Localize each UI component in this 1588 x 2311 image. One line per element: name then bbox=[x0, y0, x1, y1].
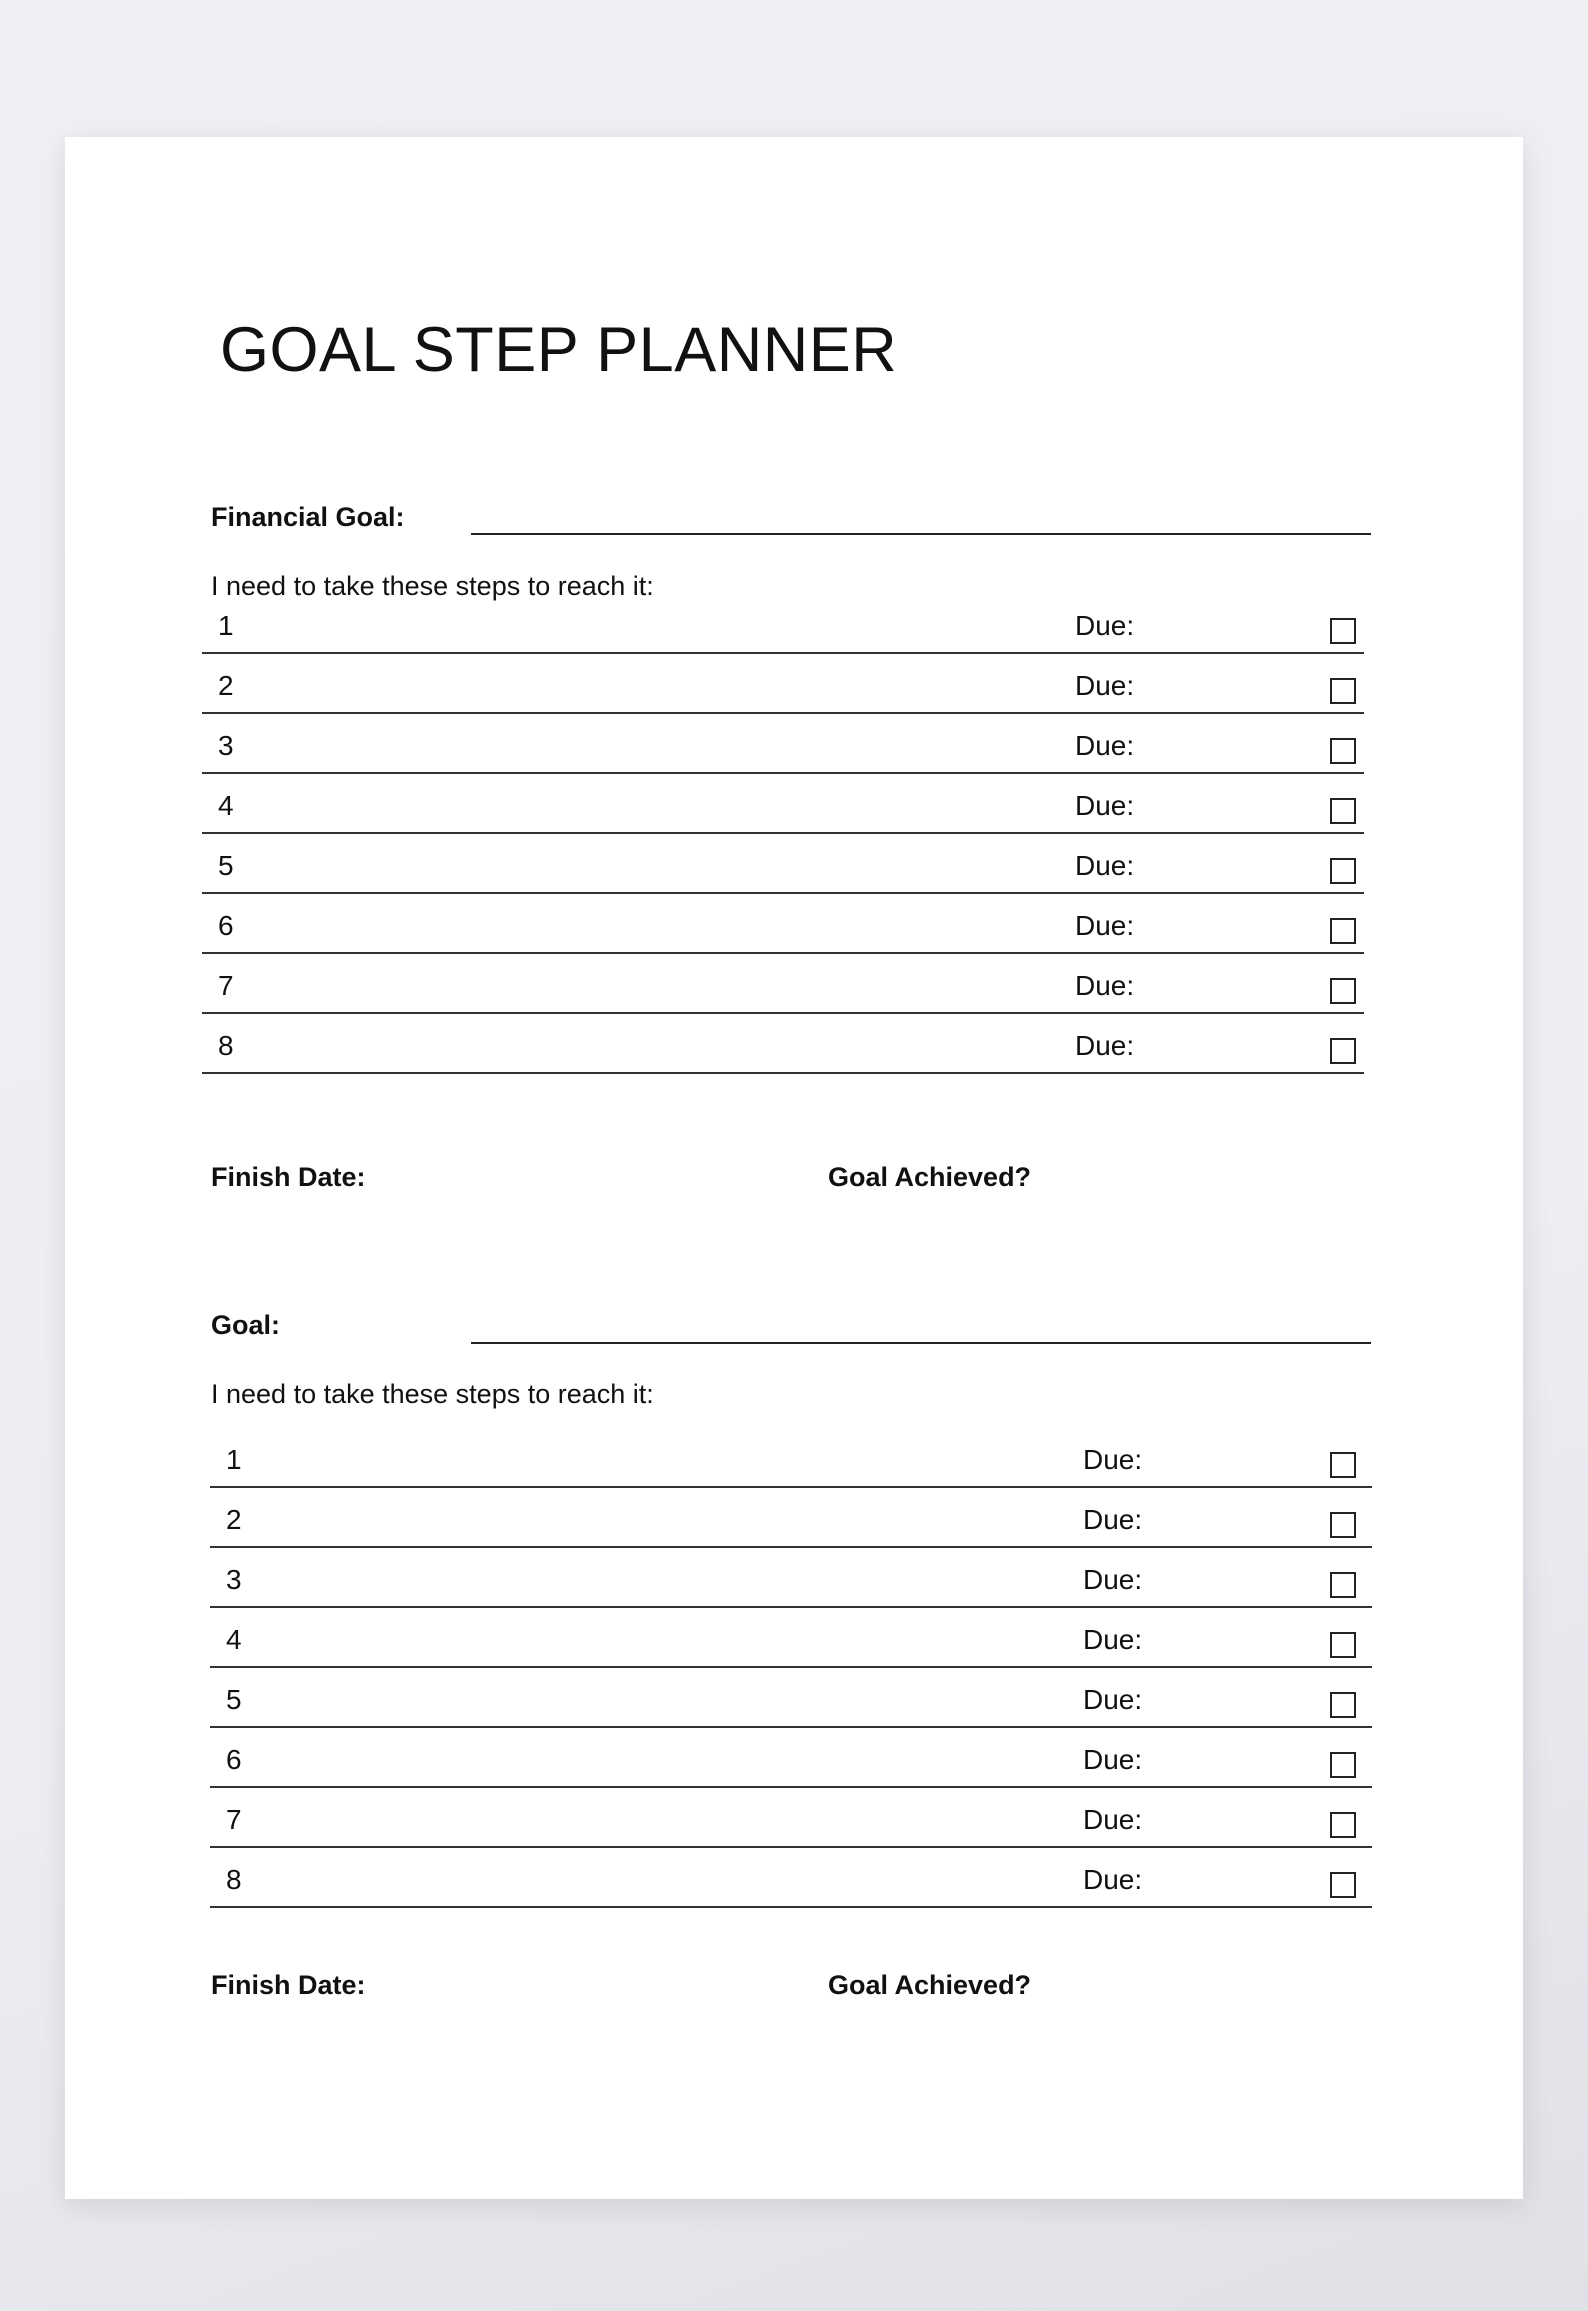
step-number: 7 bbox=[218, 970, 234, 1001]
table-row[interactable] bbox=[202, 894, 1364, 954]
table-row[interactable] bbox=[202, 714, 1364, 774]
due-label: Due: bbox=[1075, 910, 1135, 941]
due-label: Due: bbox=[1083, 1564, 1143, 1595]
steps-intro: I need to take these steps to reach it: bbox=[211, 571, 654, 601]
table-row[interactable] bbox=[202, 594, 1364, 654]
step-checkbox[interactable] bbox=[1330, 798, 1356, 824]
step-number: 4 bbox=[218, 790, 234, 821]
step-number: 6 bbox=[226, 1744, 242, 1775]
due-label: Due: bbox=[1083, 1504, 1143, 1535]
step-checkbox[interactable] bbox=[1330, 1632, 1356, 1658]
goal-label: Financial Goal: bbox=[211, 502, 405, 532]
finish-date-label: Finish Date: bbox=[211, 1162, 366, 1192]
planner-page bbox=[65, 137, 1523, 2199]
step-checkbox[interactable] bbox=[1330, 1572, 1356, 1598]
table-row[interactable] bbox=[210, 1488, 1372, 1548]
step-checkbox[interactable] bbox=[1330, 1872, 1356, 1898]
table-row[interactable] bbox=[210, 1668, 1372, 1728]
step-number: 1 bbox=[218, 610, 234, 641]
due-label: Due: bbox=[1075, 850, 1135, 881]
table-row[interactable] bbox=[210, 1728, 1372, 1788]
table-row[interactable] bbox=[210, 1848, 1372, 1908]
steps-list bbox=[202, 594, 1364, 1074]
page-title: GOAL STEP PLANNER bbox=[220, 315, 898, 385]
due-label: Due: bbox=[1075, 610, 1135, 641]
step-checkbox[interactable] bbox=[1330, 978, 1356, 1004]
due-label: Due: bbox=[1083, 1684, 1143, 1715]
step-number: 5 bbox=[226, 1684, 242, 1715]
table-row[interactable] bbox=[210, 1788, 1372, 1848]
step-number: 7 bbox=[226, 1804, 242, 1835]
table-row[interactable] bbox=[210, 1428, 1372, 1488]
step-checkbox[interactable] bbox=[1330, 738, 1356, 764]
step-checkbox[interactable] bbox=[1330, 1038, 1356, 1064]
step-number: 8 bbox=[218, 1030, 234, 1061]
step-number: 3 bbox=[226, 1564, 242, 1595]
due-label: Due: bbox=[1075, 970, 1135, 1001]
due-label: Due: bbox=[1083, 1624, 1143, 1655]
step-number: 2 bbox=[226, 1504, 242, 1535]
steps-list bbox=[210, 1428, 1372, 1908]
table-row[interactable] bbox=[202, 834, 1364, 894]
step-number: 4 bbox=[226, 1624, 242, 1655]
table-row[interactable] bbox=[210, 1548, 1372, 1608]
step-checkbox[interactable] bbox=[1330, 1752, 1356, 1778]
table-row[interactable] bbox=[202, 954, 1364, 1014]
goal-label: Goal: bbox=[211, 1310, 281, 1340]
goal-achieved-label: Goal Achieved? bbox=[828, 1162, 1032, 1192]
step-checkbox[interactable] bbox=[1330, 858, 1356, 884]
step-checkbox[interactable] bbox=[1330, 678, 1356, 704]
step-number: 5 bbox=[218, 850, 234, 881]
table-row[interactable] bbox=[210, 1608, 1372, 1668]
table-row[interactable] bbox=[202, 654, 1364, 714]
due-label: Due: bbox=[1083, 1804, 1143, 1835]
step-checkbox[interactable] bbox=[1330, 618, 1356, 644]
due-label: Due: bbox=[1075, 790, 1135, 821]
finish-date-label: Finish Date: bbox=[211, 1970, 366, 2000]
steps-intro: I need to take these steps to reach it: bbox=[211, 1379, 654, 1409]
due-label: Due: bbox=[1083, 1864, 1143, 1895]
step-number: 3 bbox=[218, 730, 234, 761]
due-label: Due: bbox=[1075, 1030, 1135, 1061]
table-row[interactable] bbox=[202, 1014, 1364, 1074]
goal-write-line[interactable] bbox=[471, 1342, 1371, 1344]
goal-achieved-label: Goal Achieved? bbox=[828, 1970, 1032, 2000]
step-checkbox[interactable] bbox=[1330, 1512, 1356, 1538]
step-number: 8 bbox=[226, 1864, 242, 1895]
table-row[interactable] bbox=[202, 774, 1364, 834]
step-checkbox[interactable] bbox=[1330, 1812, 1356, 1838]
step-checkbox[interactable] bbox=[1330, 918, 1356, 944]
step-number: 1 bbox=[226, 1444, 242, 1475]
due-label: Due: bbox=[1083, 1744, 1143, 1775]
goal-write-line[interactable] bbox=[471, 533, 1371, 535]
step-number: 2 bbox=[218, 670, 234, 701]
step-number: 6 bbox=[218, 910, 234, 941]
due-label: Due: bbox=[1075, 670, 1135, 701]
step-checkbox[interactable] bbox=[1330, 1452, 1356, 1478]
step-checkbox[interactable] bbox=[1330, 1692, 1356, 1718]
due-label: Due: bbox=[1083, 1444, 1143, 1475]
due-label: Due: bbox=[1075, 730, 1135, 761]
